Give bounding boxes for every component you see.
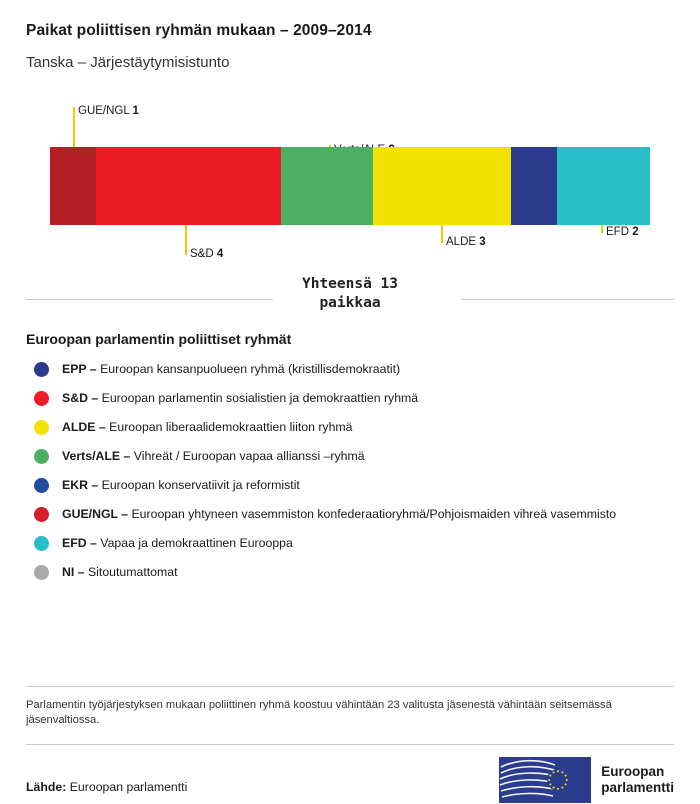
callout-gue-ngl bbox=[78, 105, 139, 117]
legend-desc: Sitoutumattomat bbox=[87, 565, 178, 579]
callout-seat-count: 4 bbox=[216, 248, 224, 260]
legend-item-gue-ngl bbox=[26, 506, 674, 523]
legend-abbr: EPP – bbox=[62, 362, 97, 376]
legend-color-dot-icon bbox=[34, 565, 49, 580]
ep-logo-line2: parlamentti bbox=[601, 780, 674, 795]
legend-title: Euroopan parlamentin poliittiset ryhmät bbox=[26, 331, 292, 347]
legend-color-dot-icon bbox=[34, 420, 49, 435]
callout-seat-count: 3 bbox=[479, 236, 486, 248]
divider-right bbox=[461, 299, 674, 300]
source-label: Lähde: bbox=[26, 780, 67, 794]
legend-desc: Euroopan parlamentin sosialistien ja demokraattien ryhmä bbox=[101, 391, 419, 405]
footnote bbox=[26, 686, 674, 728]
total-seats-line2: paikkaa bbox=[319, 295, 381, 311]
tick-efd bbox=[601, 225, 603, 233]
legend-abbr: EFD – bbox=[62, 536, 97, 550]
bar-segment-efd[interactable] bbox=[557, 147, 650, 225]
callout-seat-count: 2 bbox=[632, 226, 639, 238]
legend-abbr: ALDE – bbox=[62, 420, 106, 434]
european-parliament-logo bbox=[499, 757, 674, 803]
legend-abbr: Verts/ALE – bbox=[62, 449, 131, 463]
stacked-bar bbox=[50, 147, 650, 225]
seat-distribution-chart bbox=[0, 105, 700, 265]
legend-desc: Euroopan konservatiivit ja reformistit bbox=[101, 478, 300, 492]
callout-seat-count: 1 bbox=[132, 105, 139, 117]
legend-abbr: GUE/NGL – bbox=[62, 507, 129, 521]
legend-color-dot-icon bbox=[34, 449, 49, 464]
page-subtitle: Tanska – Järjestäytymisistunto bbox=[26, 54, 230, 71]
callout-group-label: S&D bbox=[190, 248, 214, 260]
page-title: Paikat poliittisen ryhmän mukaan – 2009–2014 bbox=[26, 22, 372, 39]
callout-sd bbox=[190, 248, 223, 260]
legend-color-dot-icon bbox=[34, 478, 49, 493]
legend-item-epp bbox=[26, 361, 674, 378]
legend-item-efd bbox=[26, 535, 674, 552]
legend-item-ekr bbox=[26, 477, 674, 494]
callout-alde bbox=[446, 236, 486, 248]
divider-left bbox=[26, 299, 273, 300]
legend-color-dot-icon bbox=[34, 391, 49, 406]
source-block bbox=[26, 744, 674, 803]
legend-color-dot-icon bbox=[34, 507, 49, 522]
legend-abbr: EKR – bbox=[62, 478, 99, 492]
legend-desc: Vapaa ja demokraattinen Eurooppa bbox=[100, 536, 293, 550]
legend-desc: Vihreät / Euroopan vapaa allianssi –ryhmä bbox=[133, 449, 365, 463]
legend-color-dot-icon bbox=[34, 536, 49, 551]
bar-segment-gue-ngl[interactable] bbox=[50, 147, 96, 225]
bar-segment-epp[interactable] bbox=[511, 147, 557, 225]
legend-item-ni bbox=[26, 564, 674, 581]
source-text bbox=[26, 766, 187, 794]
callout-group-label: EFD bbox=[606, 226, 629, 238]
bar-segment-alde[interactable] bbox=[373, 147, 511, 225]
tick-sd bbox=[185, 225, 187, 255]
footnote-divider bbox=[26, 686, 674, 687]
legend-item-alde bbox=[26, 419, 674, 436]
callout-efd bbox=[606, 226, 639, 238]
legend-desc: Euroopan liberaalidemokraattien liiton ryhmä bbox=[109, 420, 353, 434]
tick-alde bbox=[441, 225, 443, 243]
ep-logo-line1: Euroopan bbox=[601, 764, 665, 779]
legend-color-dot-icon bbox=[34, 362, 49, 377]
total-seats-block bbox=[0, 275, 700, 329]
bar-segment-sd[interactable] bbox=[96, 147, 281, 225]
legend-abbr: NI – bbox=[62, 565, 85, 579]
header bbox=[0, 0, 700, 71]
legend-desc: Euroopan yhtyneen vasemmiston konfederaatioryhmä/Pohjoismaiden vihreä vasemmisto bbox=[131, 507, 617, 521]
bar-segment-verts-ale[interactable] bbox=[281, 147, 373, 225]
legend-item-verts-ale bbox=[26, 448, 674, 465]
ep-logo-text bbox=[601, 764, 674, 796]
source-value: Euroopan parlamentti bbox=[69, 780, 188, 794]
legend bbox=[0, 331, 700, 581]
footnote-text: Parlamentin työjärjestyksen mukaan poliittinen ryhmä koostuu vähintään 23 valitusta jäsenestä vähintään seitsemässä jäsenvaltiossa. bbox=[26, 699, 612, 726]
total-seats-text bbox=[0, 275, 700, 313]
callout-group-label: ALDE bbox=[446, 236, 477, 248]
tick-gue-ngl bbox=[73, 107, 75, 147]
legend-desc: Euroopan kansanpuolueen ryhmä (kristillisdemokraatit) bbox=[100, 362, 401, 376]
total-seats-line1: Yhteensä 13 bbox=[301, 276, 399, 292]
legend-item-sd bbox=[26, 390, 674, 407]
source-divider bbox=[26, 744, 674, 745]
ep-flag-icon bbox=[499, 757, 591, 803]
legend-abbr: S&D – bbox=[62, 391, 99, 405]
callout-group-label: GUE/NGL bbox=[78, 105, 130, 117]
